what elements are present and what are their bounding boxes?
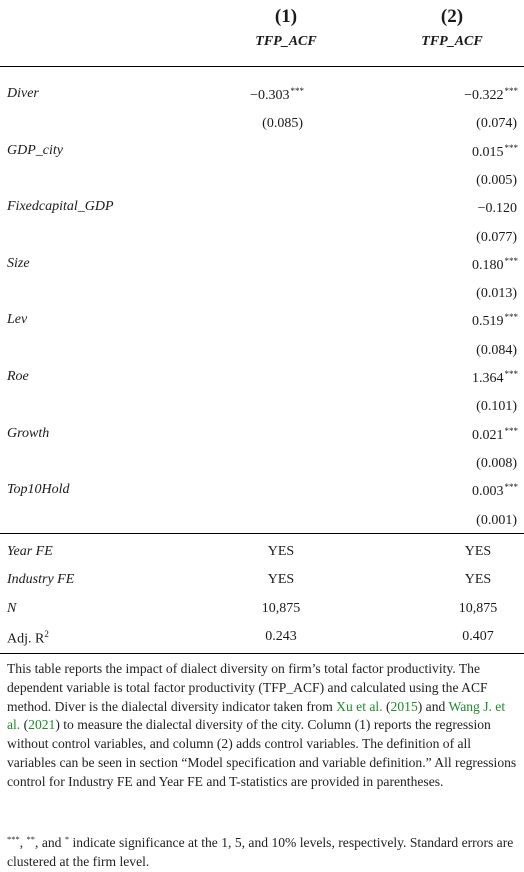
significance-stars: *** bbox=[504, 425, 518, 436]
cell-value: −0.322 bbox=[464, 88, 504, 103]
table-row bbox=[0, 165, 524, 193]
header-rule bbox=[0, 66, 524, 67]
label-text: Industry FE bbox=[7, 572, 75, 588]
cell-value: 0.015 bbox=[472, 144, 504, 160]
column-1-cell bbox=[303, 426, 304, 444]
column-2-cell bbox=[476, 171, 518, 189]
label-text: N bbox=[7, 600, 17, 616]
label-text: Year FE bbox=[7, 544, 53, 559]
table-note: This table reports the impact of dialect diversity on firm’s total factor productivity. The dependent variable is total factor productivity (TFP_ACF) and calculated using the ACF method. Diver is the dialectal diversity indicator taken from Xu et al. (2015) and Wang J. et al. (2021) to measure the dialectal diversity of the city. Column (1) reports the regression without control variables, and column (2) adds control variables. The definition of all variables can be seen in section “Model specification and variable definition.” All regressions control for Industry FE and Year FE and T-statistics are provided in parentheses. bbox=[7, 661, 517, 789]
column-1-dependent-var: TFP_ACF bbox=[255, 34, 317, 49]
cell-value: (0.005) bbox=[476, 172, 517, 188]
column-1-cell: YES bbox=[267, 572, 295, 588]
ref-wang-link[interactable]: Wang J. et al. bbox=[7, 698, 506, 733]
row-label: Top10Hold bbox=[7, 482, 70, 498]
column-2-cell bbox=[476, 341, 518, 359]
table-row bbox=[0, 108, 524, 136]
column-2-cell: 10,875 bbox=[458, 600, 498, 616]
column-1-cell bbox=[303, 171, 304, 189]
row-label: GDP_city bbox=[7, 142, 63, 158]
table-row bbox=[0, 335, 524, 363]
cell-value: (0.008) bbox=[476, 455, 517, 471]
column-1-cell bbox=[303, 284, 304, 302]
control-row bbox=[0, 566, 524, 594]
table-row bbox=[0, 391, 524, 419]
table-row bbox=[0, 420, 524, 448]
column-1-number: (1) bbox=[274, 6, 298, 27]
cell-value: (0.013) bbox=[476, 286, 517, 302]
significance-note: ***, **, and * indicate significance at the 1, 5, and 10% levels, respectively. Standard errors are clustered at the firm level. bbox=[7, 834, 514, 869]
significance-stars: *** bbox=[290, 86, 304, 96]
column-2-cell bbox=[478, 199, 518, 217]
controls-rule bbox=[0, 533, 524, 534]
cell-value: 0.003 bbox=[472, 484, 504, 500]
column-2-cell bbox=[472, 369, 518, 387]
row-label: Fixedcapital_GDP bbox=[7, 199, 114, 215]
column-1-cell bbox=[303, 256, 304, 274]
column-1-cell bbox=[303, 482, 304, 500]
cell-value: (0.001) bbox=[476, 512, 517, 528]
column-number-header bbox=[0, 0, 524, 49]
row-label: Size bbox=[7, 255, 30, 271]
cell-value: 1.364 bbox=[472, 371, 504, 386]
column-1-cell bbox=[303, 397, 304, 415]
ref-xu-link[interactable]: Xu et al. bbox=[336, 698, 383, 714]
column-2-number: (2) bbox=[440, 6, 464, 27]
column-2-cell bbox=[464, 86, 518, 104]
table-row bbox=[0, 505, 524, 533]
column-1-cell bbox=[303, 143, 304, 161]
row-label bbox=[7, 601, 16, 617]
cell-value: −0.120 bbox=[477, 201, 517, 217]
row-label: Growth bbox=[7, 425, 50, 441]
table-row bbox=[0, 448, 524, 476]
column-2-cell bbox=[476, 454, 518, 472]
column-2-cell bbox=[476, 397, 518, 415]
cell-value: (0.074) bbox=[476, 116, 517, 132]
cell-value: (0.077) bbox=[476, 229, 517, 245]
table-row bbox=[0, 222, 524, 250]
column-1-cell bbox=[303, 199, 304, 217]
significance-stars: *** bbox=[504, 142, 518, 153]
column-1-cell: 0.243 bbox=[265, 628, 297, 644]
column-2-cell bbox=[476, 284, 518, 302]
column-2-dependent-var: TFP_ACF bbox=[421, 34, 483, 49]
row-label bbox=[7, 629, 49, 648]
column-1-cell: 10,875 bbox=[261, 600, 301, 616]
column-1-cell bbox=[303, 454, 304, 472]
row-label bbox=[7, 544, 53, 560]
table-row bbox=[0, 250, 524, 278]
control-row bbox=[0, 623, 524, 651]
significance-stars: *** bbox=[504, 482, 518, 493]
column-1-cell bbox=[303, 312, 304, 330]
column-2-cell: YES bbox=[464, 544, 492, 559]
column-2-cell bbox=[476, 228, 518, 246]
row-label bbox=[7, 572, 74, 588]
table-row bbox=[0, 278, 524, 306]
row-label: Lev bbox=[7, 312, 28, 328]
ref-wang-year-link[interactable]: 2021 bbox=[28, 717, 56, 733]
table-row bbox=[0, 306, 524, 334]
significance-stars: *** bbox=[504, 255, 518, 266]
control-row bbox=[0, 538, 524, 566]
label-text: Adj. R bbox=[7, 631, 45, 647]
table-row bbox=[0, 193, 524, 221]
column-2-cell bbox=[472, 143, 518, 161]
cell-value: (0.084) bbox=[476, 342, 517, 358]
significance-stars: *** bbox=[504, 312, 518, 323]
column-2-cell bbox=[472, 426, 518, 444]
cell-value: (0.101) bbox=[476, 399, 517, 415]
bottom-rule bbox=[0, 653, 524, 654]
column-2-cell bbox=[472, 482, 518, 500]
table-row bbox=[0, 80, 524, 108]
column-1-cell bbox=[303, 228, 304, 246]
significance-stars: *** bbox=[504, 369, 518, 379]
column-2-cell bbox=[472, 312, 518, 330]
column-1-cell bbox=[250, 86, 304, 104]
table-row bbox=[0, 476, 524, 504]
significance-stars: *** bbox=[504, 86, 518, 96]
row-label: Diver bbox=[7, 86, 39, 101]
column-1-cell bbox=[303, 511, 304, 529]
row-label: Roe bbox=[7, 369, 29, 384]
column-1-cell: YES bbox=[267, 544, 295, 559]
cell-value: 0.519 bbox=[472, 314, 504, 330]
column-1-cell bbox=[303, 341, 304, 359]
cell-value: 0.021 bbox=[472, 427, 504, 443]
table-row bbox=[0, 137, 524, 165]
cell-value: 0.180 bbox=[472, 257, 504, 273]
ref-xu-year-link[interactable]: 2015 bbox=[390, 698, 418, 714]
column-2-cell bbox=[476, 114, 518, 132]
column-2-cell: 0.407 bbox=[462, 628, 494, 644]
column-1-cell bbox=[262, 114, 304, 132]
column-1-cell bbox=[303, 369, 304, 387]
column-2-cell bbox=[476, 511, 518, 529]
cell-value: −0.303 bbox=[250, 88, 290, 103]
table-row bbox=[0, 363, 524, 391]
cell-value: (0.085) bbox=[262, 116, 303, 132]
control-row bbox=[0, 595, 524, 623]
column-2-cell bbox=[472, 256, 518, 274]
column-2-cell: YES bbox=[464, 572, 492, 588]
label-superscript: 2 bbox=[44, 628, 49, 639]
